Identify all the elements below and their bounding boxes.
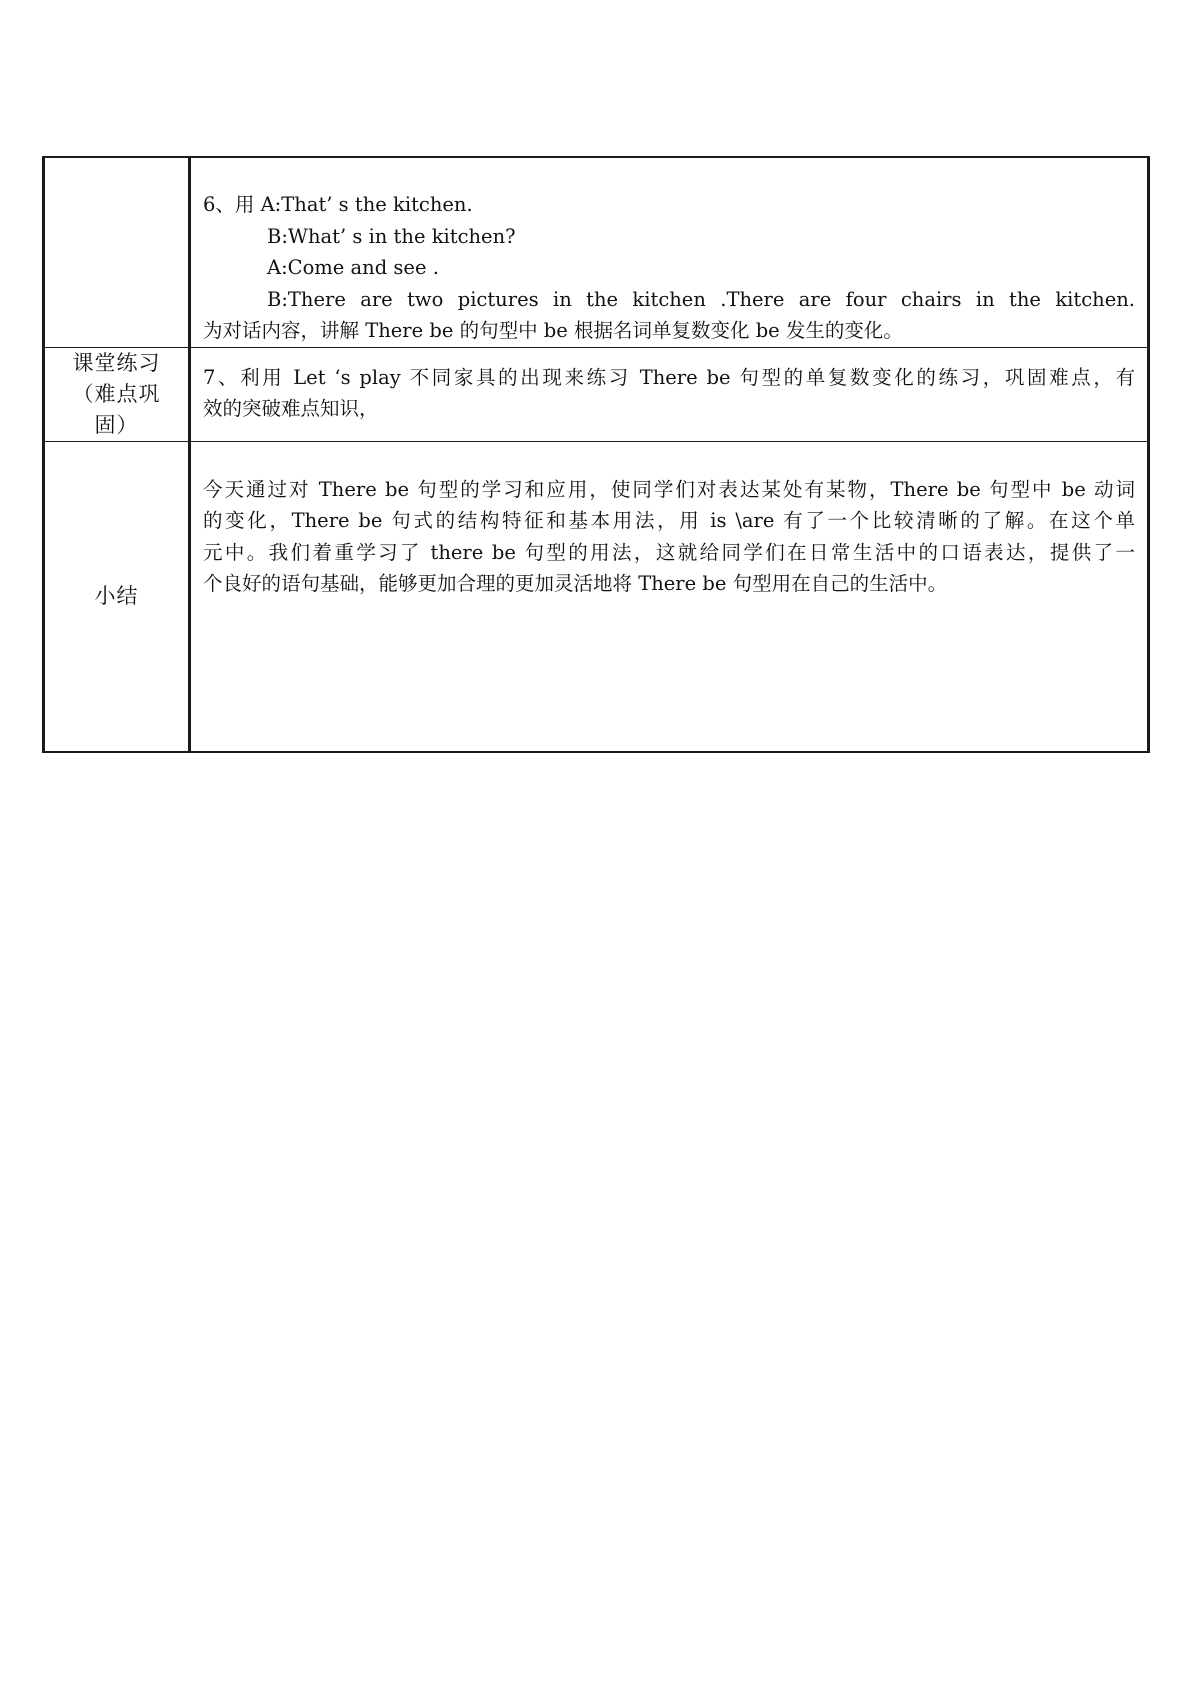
row-label-empty <box>44 157 190 347</box>
table-row <box>44 347 1149 441</box>
dialogue-line: B:There are two pictures in the kitchen .There are four chairs in the kitchen. <box>267 287 1135 311</box>
dialogue-line: 6、用 A:That’ s the kitchen. <box>203 193 473 216</box>
summary-content-cell <box>190 441 1149 752</box>
table-row <box>44 157 1149 347</box>
summary-line: 今天通过对 There be 句型的学习和应用，使同学们对表达某处有某物，There be 句型中 be 动词 <box>203 477 1135 501</box>
practice-content-cell <box>190 347 1149 441</box>
row-label-practice <box>44 347 190 441</box>
summary-line: 个良好的语句基础，能够更加合理的更加灵活地将 There be 句型用在自己的生活中。 <box>203 572 948 595</box>
dialogue-line: A:Come and see . <box>267 256 439 279</box>
practice-line: 7、利用 Let ‘s play 不同家具的出现来练习 There be 句型的单复数变化的练习，巩固难点，有 <box>203 365 1135 389</box>
dialogue-line: B:What’ s in the kitchen? <box>267 224 516 248</box>
dialogue-explanation: 为对话内容，讲解 There be 的句型中 be 根据名词单复数变化 be 发生的变化。 <box>203 319 903 342</box>
table-row <box>44 441 1149 752</box>
dialogue-content-cell <box>190 157 1149 347</box>
summary-line: 元中。我们着重学习了 there be 句型的用法，这就给同学们在日常生活中的口语表达，提供了一 <box>203 540 1135 564</box>
label-line: 固） <box>94 412 139 437</box>
label-line: 课堂练习 <box>72 350 161 375</box>
practice-line: 效的突破难点知识， <box>203 397 379 420</box>
summary-line: 的变化，There be 句式的结构特征和基本用法，用 is \are 有了一个比较清晰的了解。在这个单 <box>203 509 1135 532</box>
row-label-summary: 小结 <box>44 441 190 752</box>
lesson-plan-table <box>42 156 1150 753</box>
label-line: （难点巩 <box>72 381 161 406</box>
